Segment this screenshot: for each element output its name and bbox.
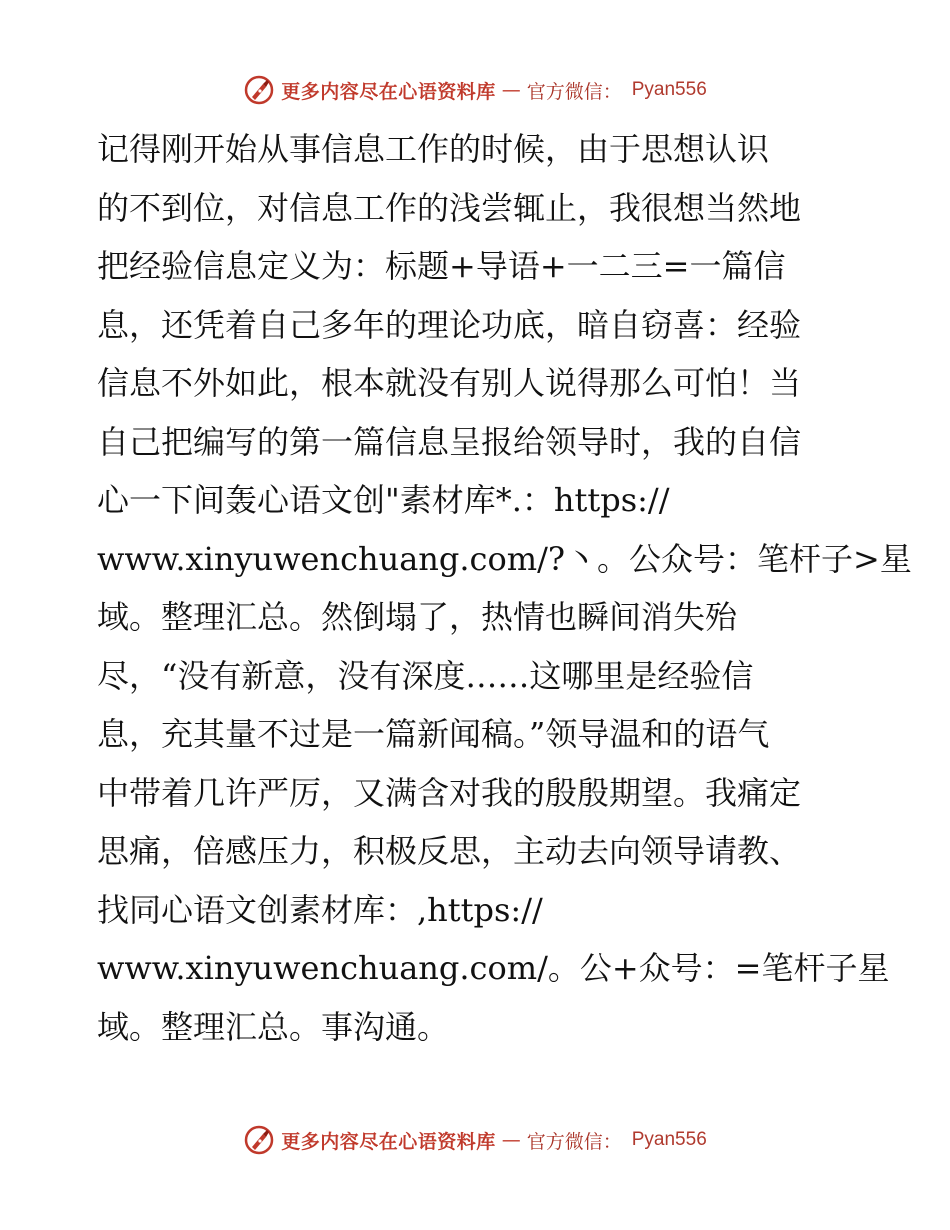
body-line: 信息不外如此，根本就没有别人说得那么可怕！当 [97,364,802,402]
banner-official-label: 官方微信： [526,1130,622,1153]
body-line: 域。整理汇总。然倒塌了，热情也瞬间消失殆 [97,598,738,636]
footer-banner [0,1120,950,1160]
body-line: 域。整理汇总。事沟通。 [97,1007,450,1046]
body-line: 尽，“没有新意，没有深度……这哪里是经验信 [97,656,754,695]
header-banner [0,70,950,110]
pen-nib-logo-icon [243,74,275,106]
footer-banner-inner [243,1124,707,1156]
body-line: 中带着几许严厉，又满含对我的殷殷期望。我痛定 [97,773,802,812]
banner-dash: — [501,79,521,101]
body-line: 息，充其量不过是一篇新闻稿。”领导温和的语气 [97,715,770,753]
body-line: 记得刚开始从事信息工作的时候，由于思想认识 [97,130,770,168]
body-line: 找同心语文创素材库：,https:// [97,890,543,929]
body-line: www.xinyuwenchuang.com/?丶。公众号：笔杆子>星 [97,539,912,578]
body-line: 思痛，倍感压力，积极反思，主动去向领导请教、 [97,832,802,870]
banner-wechat-id: Pyan556 [631,1129,707,1150]
document-body [97,120,912,1056]
body-line: 息，还凭着自己多年的理论功底，暗自窃喜：经验 [97,305,802,344]
banner-text: 更多内容尽在心语资料库 [281,80,496,103]
body-line: 心一下间轰心语文创"素材库*.：https:// [97,481,670,519]
banner-dash: — [501,1129,521,1151]
banner-wechat-id: Pyan556 [631,79,707,100]
body-line: 自己把编写的第一篇信息呈报给领导时，我的自信 [97,422,802,461]
banner-official-label: 官方微信： [526,80,622,103]
body-line: 的不到位，对信息工作的浅尝辄止，我很想当然地 [97,188,802,227]
header-banner-inner [243,74,707,106]
pen-nib-logo-icon [243,1124,275,1156]
banner-text: 更多内容尽在心语资料库 [281,1130,496,1153]
body-line: www.xinyuwenchuang.com/。公+众号：=笔杆子星 [97,949,890,987]
body-line: 把经验信息定义为：标题+导语+一二三=一篇信 [97,247,786,285]
